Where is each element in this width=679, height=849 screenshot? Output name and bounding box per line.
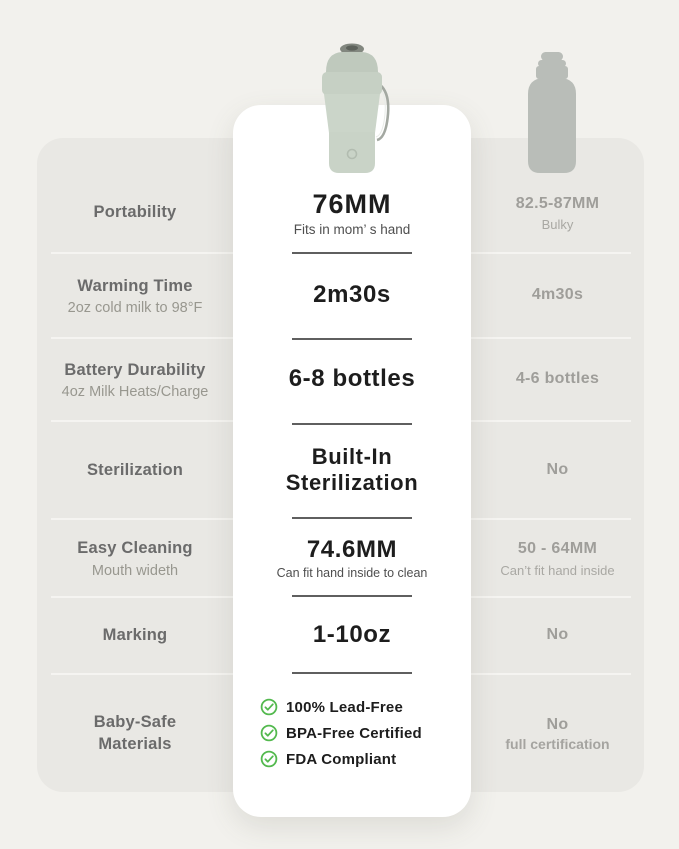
checklist-item: [260, 750, 396, 768]
milk-warmer-product-image: [312, 40, 392, 176]
product-value-note: Fits in mom’ s hand: [293, 222, 411, 238]
row-marking-competitor-cell: [471, 597, 644, 674]
competitor-value: No: [546, 626, 569, 644]
feature-label: Easy Cleaning: [77, 539, 193, 558]
competitor-value: 4m30s: [531, 286, 584, 304]
product-value: 2m30s: [313, 281, 391, 309]
feature-sublabel: 4oz Milk Heats/Charge: [61, 384, 209, 401]
feature-label: Portability: [93, 203, 177, 222]
row-sterilization-label-cell: [37, 421, 233, 519]
certification-checklist: [260, 698, 422, 768]
competitor-value: 50 - 64MM: [517, 540, 598, 558]
row-marking-label-cell: [37, 597, 233, 674]
product-value-line2: Sterilization: [285, 470, 419, 495]
checklist-item: [260, 724, 422, 742]
product-value: 76MM: [312, 188, 392, 219]
row-warming-time-label-cell: [37, 253, 233, 338]
competitor-value-note: Bulky: [541, 217, 574, 233]
competitor-value-line2: full certification: [505, 736, 610, 753]
competitor-value-line1: No: [546, 715, 569, 733]
competitor-value: No: [546, 460, 569, 478]
product-value-line1: Built-In: [311, 443, 393, 469]
row-sterilization-competitor-cell: [471, 421, 644, 519]
product-value: 74.6MM: [306, 535, 398, 563]
row-portability-competitor-cell: [471, 172, 644, 253]
row-marking-product-cell: [233, 597, 471, 674]
feature-label: Battery Durability: [64, 360, 206, 379]
feature-label: Marking: [102, 626, 168, 645]
row-portability-product-cell: [233, 172, 471, 253]
check-circle-icon: [260, 724, 278, 742]
check-circle-icon: [260, 698, 278, 716]
checklist-label: FDA Compliant: [286, 750, 397, 768]
row-cleaning-label-cell: [37, 519, 233, 597]
checklist-label: BPA-Free Certified: [286, 724, 422, 742]
row-materials-label-cell: [37, 674, 233, 792]
checklist-label: 100% Lead-Free: [286, 698, 404, 716]
feature-sublabel: Mouth wideth: [91, 562, 179, 579]
row-cleaning-competitor-cell: [471, 519, 644, 597]
product-value: 6-8 bottles: [288, 365, 416, 393]
thermos-bottle-silhouette-icon: [526, 52, 578, 174]
feature-label-line1: Baby-Safe: [93, 712, 177, 731]
feature-sublabel: 2oz cold milk to 98°F: [67, 300, 203, 317]
row-battery-competitor-cell: [471, 338, 644, 421]
row-sterilization-product-cell: [233, 421, 471, 519]
row-materials-product-cell: [233, 674, 471, 792]
feature-label: Sterilization: [86, 460, 184, 479]
row-cleaning-product-cell: [233, 519, 471, 597]
checklist-item: [260, 698, 403, 716]
check-circle-icon: [260, 750, 278, 768]
row-materials-competitor-cell: [471, 674, 644, 792]
row-warming-time-product-cell: [233, 253, 471, 338]
competitor-value: 4-6 bottles: [515, 370, 600, 388]
competitor-value: 82.5-87MM: [515, 194, 600, 212]
row-warming-time-competitor-cell: [471, 253, 644, 338]
row-portability-label-cell: [37, 172, 233, 253]
feature-label-line2: Materials: [98, 735, 172, 753]
feature-label: Warming Time: [77, 276, 193, 295]
competitor-value-note: Can’t fit hand inside: [500, 562, 615, 578]
row-battery-label-cell: [37, 338, 233, 421]
product-value-note: Can fit hand inside to clean: [276, 566, 428, 581]
product-value: 1-10oz: [312, 621, 392, 649]
row-battery-product-cell: [233, 338, 471, 421]
